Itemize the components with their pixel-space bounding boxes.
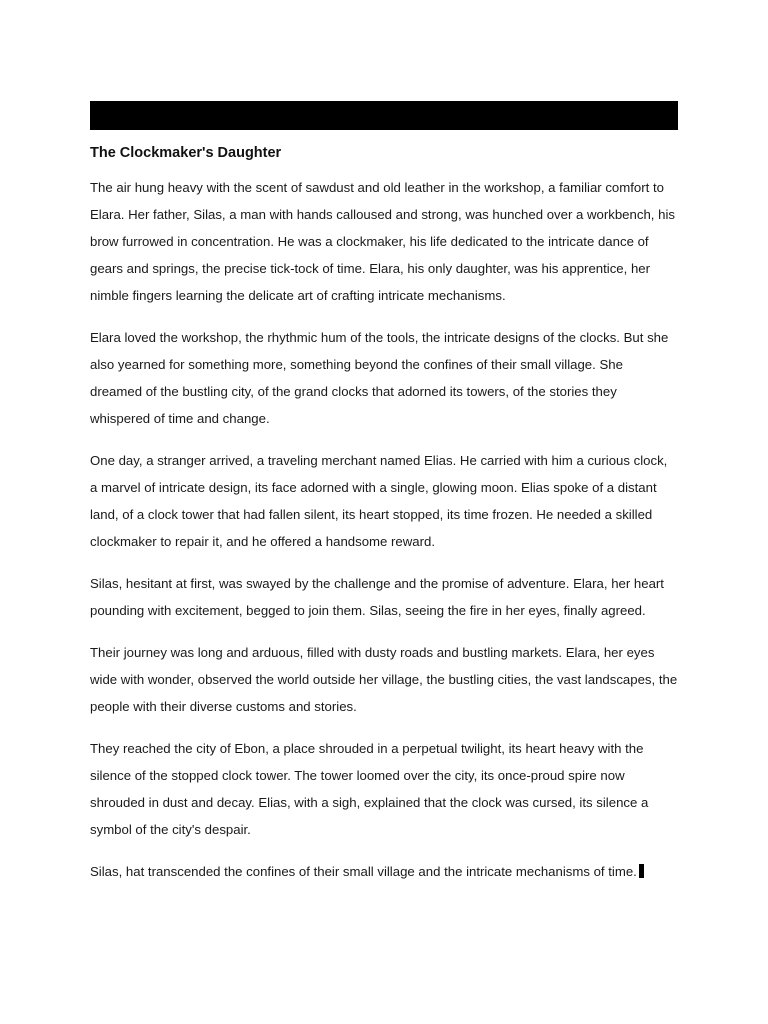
- text-cursor: [639, 864, 644, 878]
- document-page: [90, 101, 678, 885]
- paragraph-1: The air hung heavy with the scent of sawdust and old leather in the workshop, a familiar comfort to Elara. Her father, Silas, a man with hands calloused and strong, was hunched over a workbench, his brow furrowed in concentration. He was a clockmaker, his life dedicated to the intricate dance of gears and springs, the precise tick-tock of time. Elara, his only daughter, was his apprentice, her nimble fingers learning the delicate art of crafting intricate mechanisms.: [90, 180, 675, 303]
- header-bar: [90, 101, 678, 130]
- paragraph-5: Their journey was long and arduous, filled with dusty roads and bustling markets. Elara, her eyes wide with wonder, observed the world outside her village, the bustling cities, the vast landscapes, the people with their diverse customs and stories.: [90, 645, 678, 714]
- document-title: The Clockmaker's Daughter: [90, 145, 282, 161]
- paragraph-4: Silas, hesitant at first, was swayed by the challenge and the promise of adventure. Elara, her heart pounding with excitement, begged to join them. Silas, seeing the fire in her eyes, finally agreed.: [90, 576, 664, 618]
- paragraph-3: One day, a stranger arrived, a traveling merchant named Elias. He carried with him a curious clock, a marvel of intricate design, its face adorned with a single, glowing moon. Elias spoke of a distant land, of a clock tower that had fallen silent, its heart stopped, its time frozen. He needed a skilled clockmaker to repair it, and he offered a handsome reward.: [90, 453, 668, 549]
- paragraph-7-text: Silas, hat transcended the confines of their small village and the intricate mechanisms of time.: [90, 864, 637, 879]
- paragraph-6: They reached the city of Ebon, a place shrouded in a perpetual twilight, its heart heavy with the silence of the stopped clock tower. The tower loomed over the city, its once-proud spire now shrouded in dust and decay. Elias, with a sigh, explained that the clock was cursed, its silence a symbol of the city's despair.: [90, 741, 649, 837]
- paragraph-2: Elara loved the workshop, the rhythmic hum of the tools, the intricate designs of the clocks. But she also yearned for something more, something beyond the confines of their small village. She dreamed of the bustling city, of the grand clocks that adorned its towers, of the stories they whispered of time and change.: [90, 330, 669, 426]
- paragraph-7: [90, 858, 678, 885]
